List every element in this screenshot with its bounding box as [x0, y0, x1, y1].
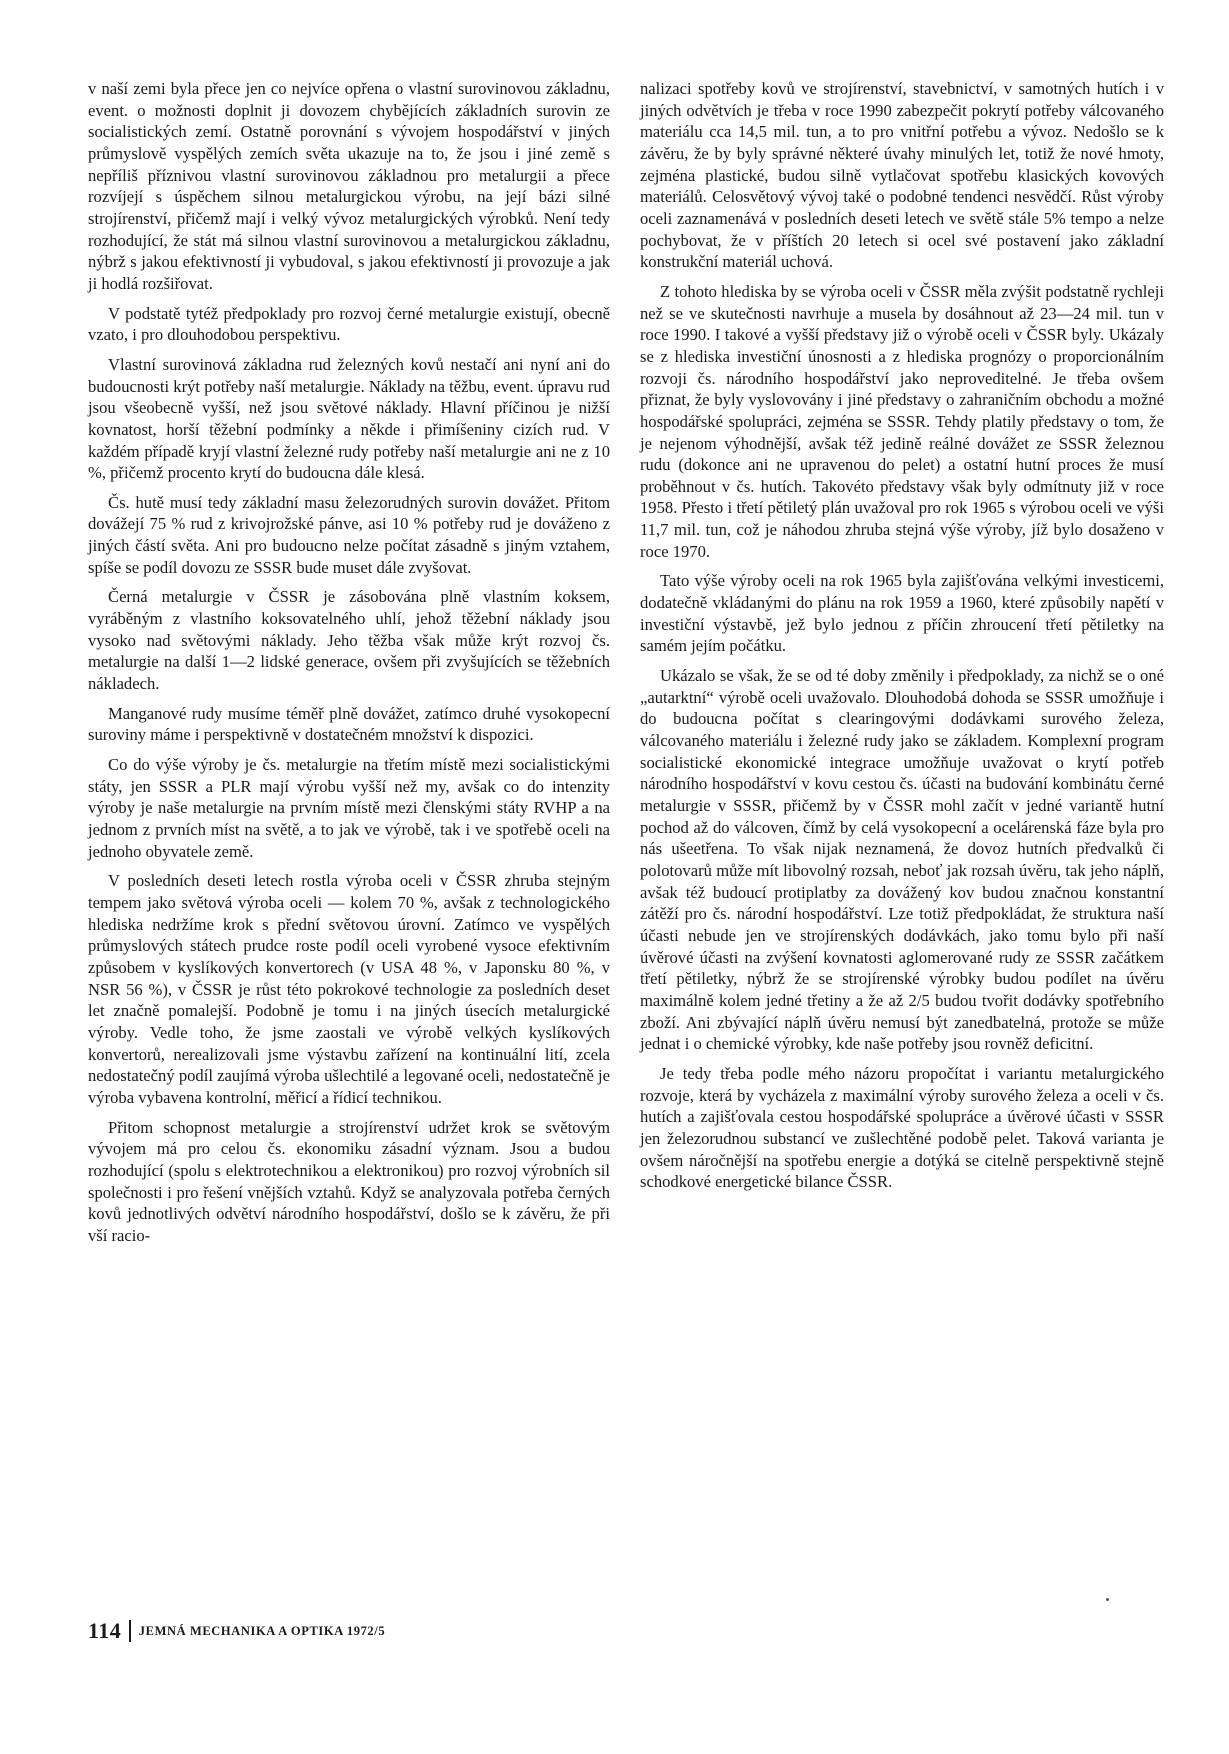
page-number: 114 — [88, 1618, 122, 1643]
paragraph: Je tedy třeba podle mého názoru propočítat i variantu metalurgického rozvoje, která by vycházela z maximální výroby surového železa a oceli v čs. hutích a zajišťovala cestou hospodářské spolupráce a úvěrové účasti v SSSR jen železorudnou substancí ve zušlechtěné podobě pelet. Taková varianta je ovšem náročnější na spotřebu energie a dotýká se citelně perspektivně stejně schodkové energetické bilance ČSSR. — [640, 1063, 1164, 1192]
paragraph: Vlastní surovinová základna rud železných kovů nestačí ani nyní ani do budoucnosti krýt potřeby naší metalurgie. Náklady na těžbu, event. úpravu rud jsou všeobecně vyšší, než jsou světové náklady. Hlavní příčinou je nižší kovnatost, horší těžební podmínky a někde i přimíšeniny cizích rud. V každém případě kryjí vlastní železné rudy potřeby naší metalurgie ani ne z 10 %, přičemž procento krytí do budoucna dále klesá. — [88, 354, 610, 483]
paragraph: Manganové rudy musíme téměř plně dovážet, zatímco druhé vysokopecní suroviny máme i perspektivně v dostatečném množství k dispozici. — [88, 703, 610, 745]
paragraph: Čs. hutě musí tedy základní masu železorudných surovin dovážet. Přitom dovážejí 75 % rud z krivojrožské pánve, asi 10 % potřeby rud je dováženo z jiných částí světa. Ani pro budoucno nelze počítat zásadně s jiným vztahem, spíše se podíl dovozu ze SSSR bude muset dále zvyšovat. — [88, 492, 610, 577]
right-column — [640, 78, 1164, 1201]
paragraph: nalizaci spotřeby kovů ve strojírenství, stavebnictví, v samotných hutích i v jiných odvětvích je třeba v roce 1990 zabezpečit pokrytí potřeby válcovaného materiálu cca 14,5 mil. tun, a to pro vnitřní potřebu a vývoz. Nedošlo se k závěru, že by byly správné některé úvahy minulých let, totiž že nové hmoty, zejména plastické, budou silně vytlačovat spotřebu klasických kovových materiálů. Celosvětový vývoj také o podobné tendenci nesvědčí. Růst výroby oceli zaznamenává v posledních deseti letech ve světě stále 5% tempo a nelze pochybovat, že v příštích 20 letech si ocel své postavení jako základní konstrukční materiál uchová. — [640, 79, 1164, 272]
print-speck — [1106, 1598, 1109, 1601]
paragraph: Ukázalo se však, že se od té doby změnily i předpoklady, za nichž se o oné „autarktní“ výrobě oceli uvažovalo. Dlouhodobá dohoda se SSSR umožňuje i do budoucna počítat s clearingovými dodávkami surového železa, válcovaného materiálu i železné rudy jako se základem. Komplexní program socialistické ekonomické integrace umožňuje uvažovat o krytí potřeb národního hospodářství v kovu cestou čs. účasti na budování kombinátu černé metalurgie v SSSR, přičemž by v ČSSR mohl začít v jedné variantě hutní pochod až do válcoven, čímž by celá vysokopecní a ocelárenská fáze byla pro nás ušeetřena. To však nijak neznamená, že dovoz hutních předvalků či polotovarů může mít libovolný rozsah, neboť jak rozsah úvěru, tak jeho náplň, avšak též budoucí protiplatby za dovážený kov budou značnou konstantní zátěží pro čs. národní hospodářství. Lze totiž předpokládat, že struktura naší účasti nebude jen ve strojírenských dodávkách, jako tomu bylo při naší úvěrové účasti na zvýšení kovnatosti aglomerované rudy ze SSSR začátkem třetí pětiletky, nýbrž že se strojírenské výrobky budou podílet na úvěru maximálně kolem jedné třetiny a že až 2/5 budou tvořit dodávky spotřebního zboží. Ani zbývající náplň úvěru nemusí být zanedbatelná, protože se může jednat i o chemické výrobky, kde naše potřeby jsou rovněž deficitní. — [640, 666, 1164, 1054]
paragraph: Tato výše výroby oceli na rok 1965 byla zajišťována velkými investicemi, dodatečně vkládanými do plánu na rok 1959 a 1960, které způsobily napětí v investiční výstavbě, jež bylo jednou z příčin zhroucení třetí pětiletky na samém jejím počátku. — [640, 571, 1164, 656]
paragraph: Z tohoto hlediska by se výroba oceli v ČSSR měla zvýšit podstatně rychleji než se ve skutečnosti navrhuje a musela by dosáhnout až 23—24 mil. tun v roce 1990. I takové a vyšší představy již o výrobě oceli v ČSSR byly. Ukázaly se z hlediska investiční únosnosti a z hlediska prognózy o proporcionálním rozvoji čs. národního hospodářství jako neproveditelné. Je třeba ovšem přiznat, že byly vyslovovány i jiné představy o zahraničním obchodu a možné hospodářské spolupráci, zejména se SSSR. Tehdy platily představy o tom, že je nejenom výhodnější, avšak též jedině reálné dovážet ze SSSR železnou rudu (dokonce ani ne upravenou do pelet) a ostatní hutní proces že musí proběhnout v čs. hutích. Takovéto představy však byly odmítnuty již v roce 1958. Přesto i třetí pětiletý plán uvažoval pro rok 1965 s výrobou oceli ve výši 11,7 mil. tun, což je náhodou zhruba stejná výše výroby, jíž bylo dosaženo v roce 1970. — [640, 281, 1164, 561]
paragraph: Černá metalurgie v ČSSR je zásobována plně vlastním koksem, vyráběným z vlastního koksovatelného uhlí, jehož těžební náklady jsou vysoko nad světovými náklady. Jeho těžba však může krýt rozvoj čs. metalurgie na další 1—2 lidské generace, ovšem při zvyšujících se těžebních nákladech. — [88, 587, 610, 694]
page-footer — [88, 1618, 385, 1644]
journal-name: JEMNÁ MECHANIKA A OPTIKA 1972/5 — [138, 1623, 386, 1638]
paragraph: V posledních deseti letech rostla výroba oceli v ČSSR zhruba stejným tempem jako světová výroba oceli — kolem 70 %, avšak z technologického hlediska nedržíme krok s přední světovou úrovní. Zatímco ve vyspělých průmyslových státech prudce roste podíl oceli vyrobené vysoce efektivním způsobem v kyslíkových konvertorech (v USA 48 %, v Japonsku 80 %, v NSR 56 %), v ČSSR je růst této pokrokové technologie za posledních deset let značně pomalejší. Podobně je tomu i na jiných úsecích metalurgické výroby. Vedle toho, že jsme zaostali ve výrobě velkých kyslíkových konvertorů, nerealizovali jsme výstavbu zařízení na kontinuální lití, zcela nedostatečný podíl zaujímá výroba ušlechtilé a legované oceli, nedostatečně je výroba vybavena kontrolní, měřicí a řídicí technikou. — [88, 871, 610, 1107]
footer-divider — [129, 1620, 131, 1642]
paragraph: v naší zemi byla přece jen co nejvíce opřena o vlastní surovinovou základnu, event. o možnosti doplnit ji dovozem chybějících základních surovin ze socialistických zemí. Ostatně porovnání s vývojem hospodářství v jiných průmyslově vyspělých zemích světa ukazuje na to, že jsou i jiné země s nepříliš příznivou vlastní surovinovou základnou pro metalurgii a přece rozvíjejí s úspěchem silnou metalurgickou výrobu, na její bázi silné strojírenství, přičemž mají i velký vývoz metalurgických výrobků. Není tedy rozhodující, že stát má silnou vlastní surovinovou a metalurgickou základnu, nýbrž s jakou efektivností ji vybudoval, s jakou efektivností ji provozuje a jak ji hodlá rozšiřovat. — [88, 79, 610, 293]
paragraph: Přitom schopnost metalurgie a strojírenství udržet krok se světovým vývojem má pro celou čs. ekonomiku zásadní význam. Jsou a budou rozhodující (spolu s elektrotechnikou a elektronikou) pro rozvoj výrobních sil společnosti i pro řešení vnějších vztahů. Když se analyzovala potřeba černých kovů jednotlivých odvětví národního hospodářství, došlo se k závěru, že při vší racio- — [88, 1117, 610, 1245]
paragraph: Co do výše výroby je čs. metalurgie na třetím místě mezi socialistickými státy, jen SSSR a PLR mají výrobu vyšší než my, avšak co do intenzity výroby je naše metalurgie na prvním místě mezi členskými státy RVHP a na jednom z prvních míst na světě, a to jak ve výrobě, tak i ve spotřebě oceli na jednoho obyvatele země. — [88, 755, 610, 861]
paragraph: V podstatě tytéž předpoklady pro rozvoj černé metalurgie existují, obecně vzato, i pro dlouhodobou perspektivu. — [88, 303, 610, 345]
left-column — [88, 78, 610, 1254]
